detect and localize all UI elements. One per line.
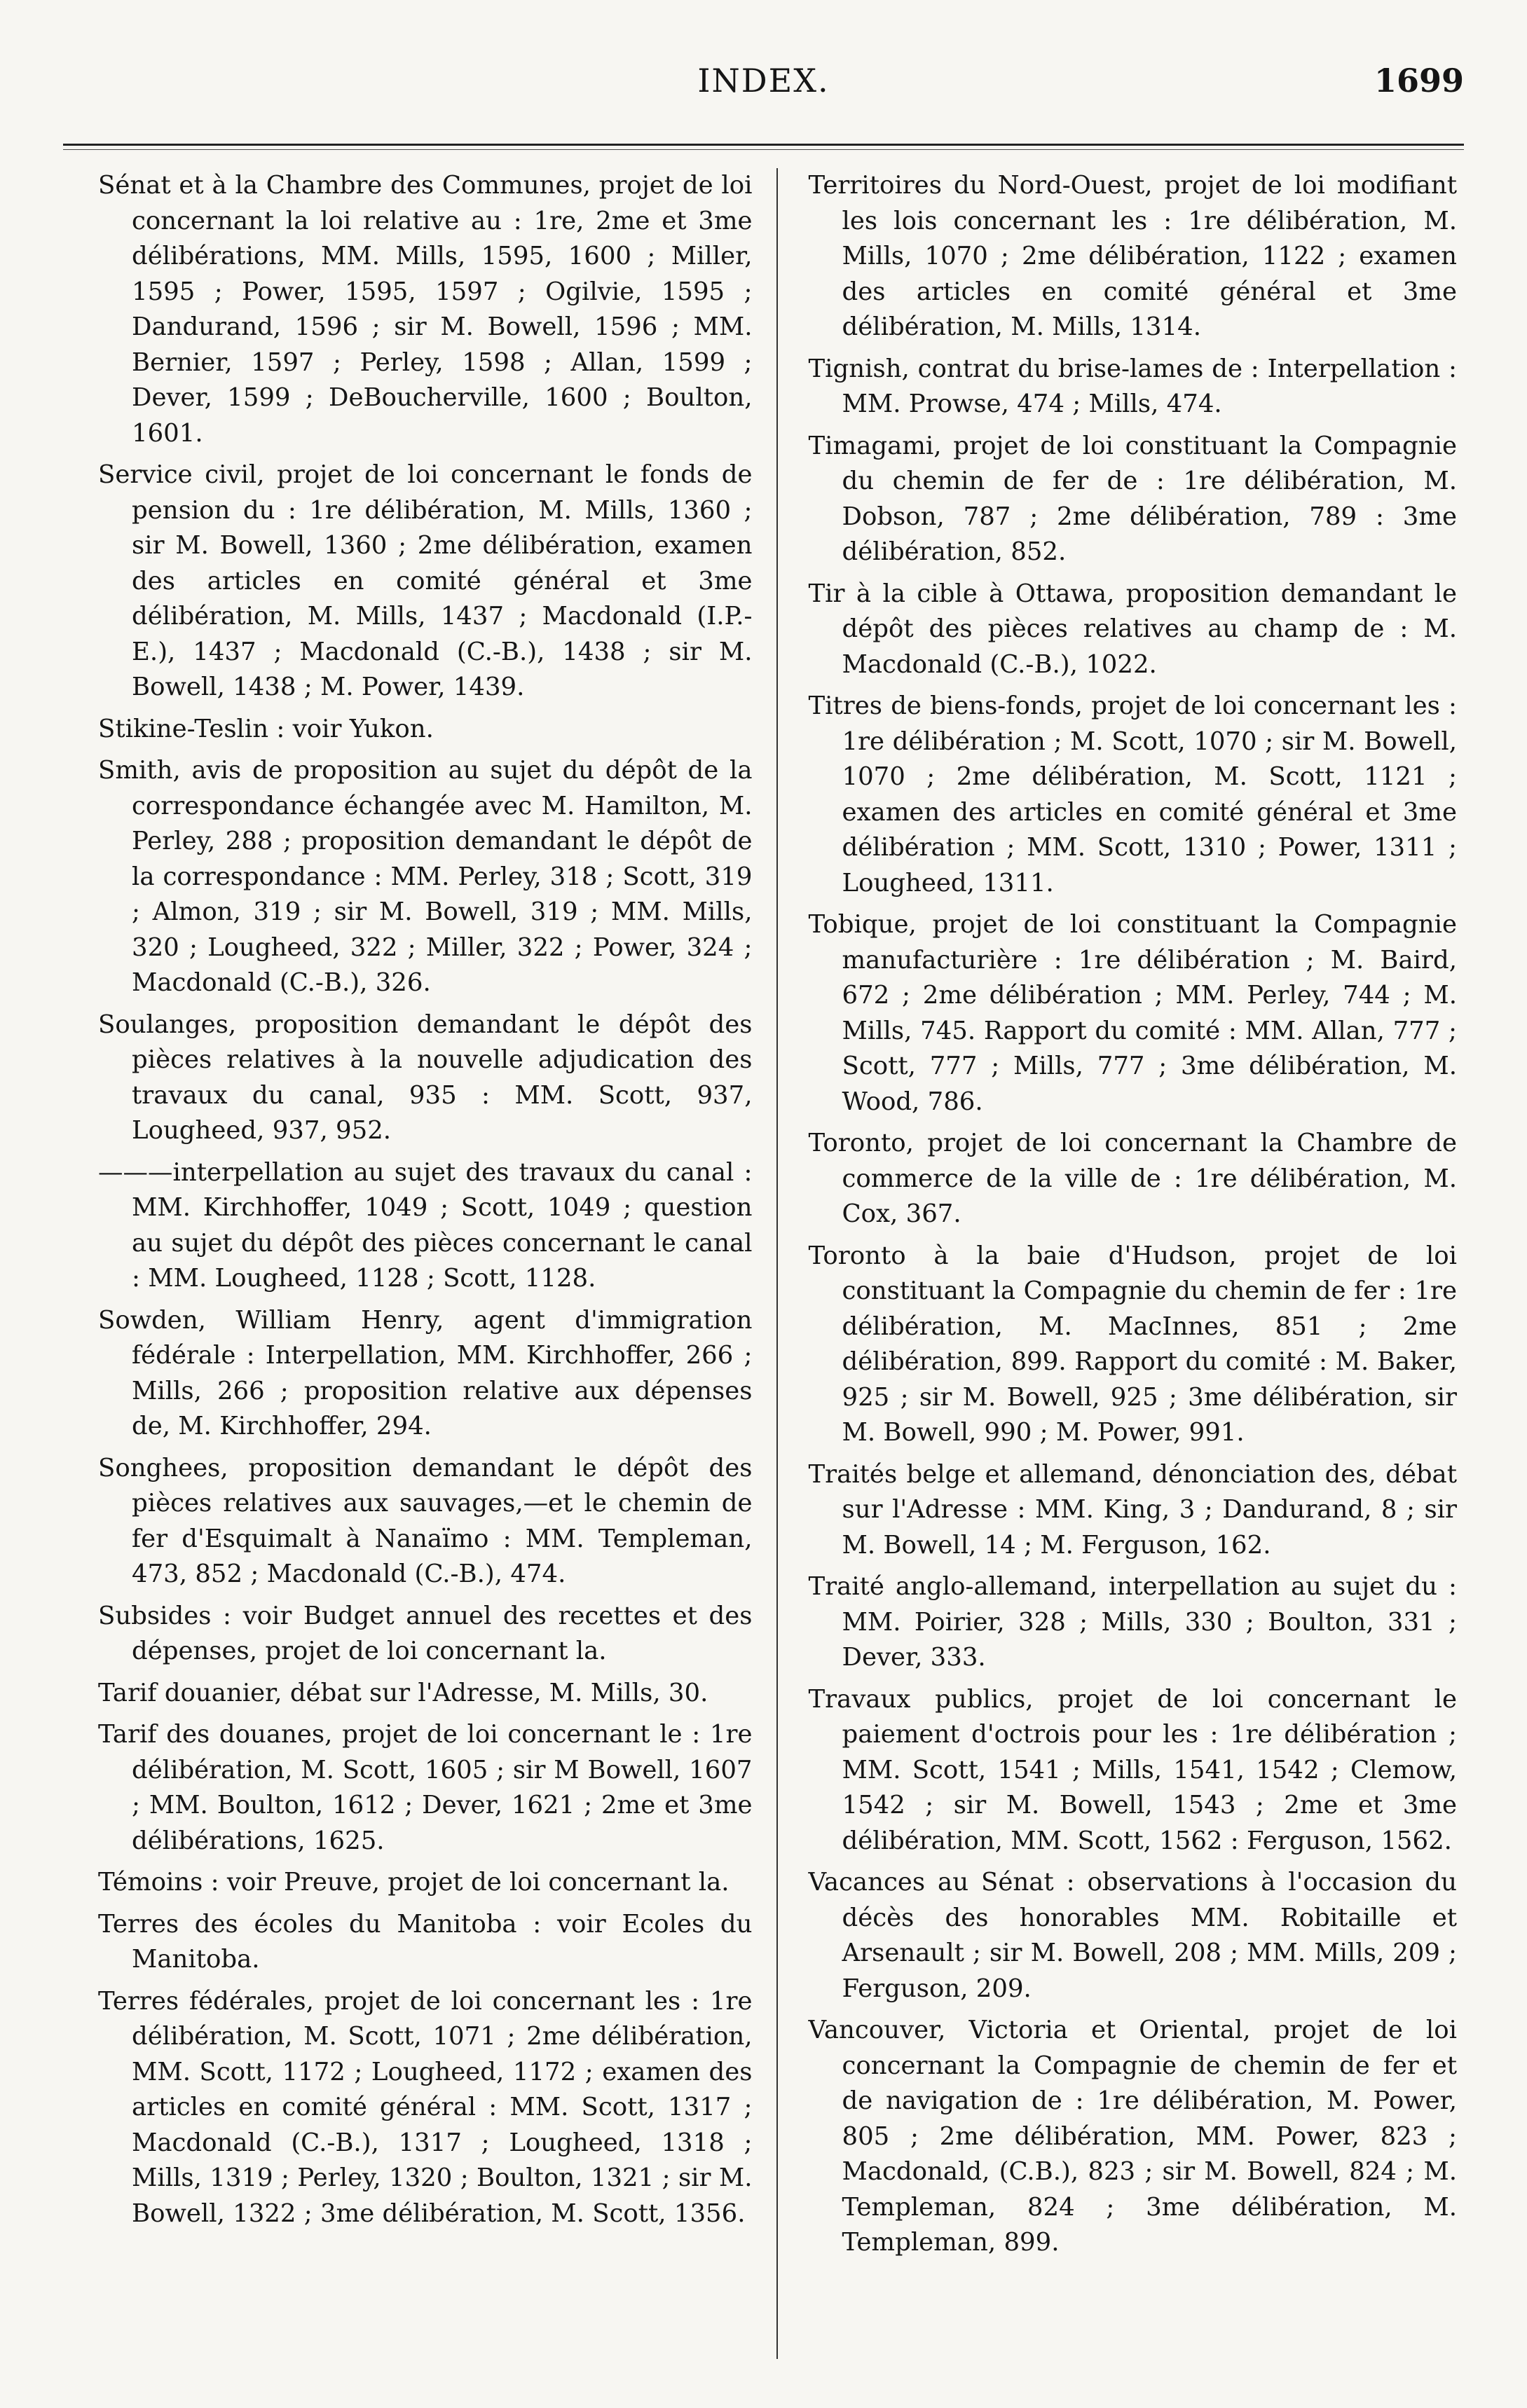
index-entry: Tarif des douanes, projet de loi concernant le : 1re délibération, M. Scott, 1605 ; sir M Bowell, 1607 ; MM. Boulton, 1612 ; Dever, 1621 ; 2me et 3me délibérations, 1625. (98, 1720, 753, 1855)
index-entry: Travaux publics, projet de loi concernant le paiement d'octrois pour les : 1re délibération ; MM. Scott, 1541 ; Mills, 1541, 1542 ; Clemow, 1542 ; sir M. Bowell, 1543 ; 2me et 3me délibération, MM. Scott, 1562 : Ferguson, 1562. (808, 1684, 1457, 1855)
index-entry: Sowden, William Henry, agent d'immigration fédérale : Interpellation, MM. Kirchhoffer, 266 ; Mills, 266 ; proposition relative aux dépenses de, M. Kirchhoffer, 294. (98, 1305, 753, 1440)
index-entry: Vacances au Sénat : observations à l'occasion du décès des honorables MM. Robitaille et Arsenault ; sir M. Bowell, 208 ; MM. Mills, 209 ; Ferguson, 209. (808, 1868, 1457, 2003)
index-columns (98, 168, 1457, 2359)
running-title: INDEX. (697, 62, 830, 99)
index-entry: Terres fédérales, projet de loi concernant les : 1re délibération, M. Scott, 1071 ; 2me délibération, MM. Scott, 1172 ; Lougheed, 1172 ; examen des articles en comité général : MM. Scott, 1317 ; Macdonald (C.-B.), 1317 ; Lougheed, 1318 ; Mills, 1319 ; Perley, 1320 ; Boulton, 1321 ; sir M. Bowell, 1322 ; 3me délibération, M. Scott, 1356. (98, 1986, 753, 2228)
running-head (63, 62, 1464, 118)
index-entry: Témoins : voir Preuve, projet de loi concernant la. (98, 1868, 730, 1897)
index-entry: Vancouver, Victoria et Oriental, projet de loi concernant la Compagnie de chemin de fer et de navigation de : 1re délibération, M. Power, 805 ; 2me délibération, MM. Power, 823 ; Macdonald, (C.B.), 823 ; sir M. Bowell, 824 ; M. Templeman, 824 ; 3me délibération, M. Templeman, 899. (808, 2016, 1457, 2257)
index-entry: Tignish, contrat du brise-lames de : Interpellation : MM. Prowse, 474 ; Mills, 474. (808, 354, 1457, 418)
index-entry: Service civil, projet de loi concernant le fonds de pension du : 1re délibération, M. Mills, 1360 ; sir M. Bowell, 1360 ; 2me délibération, examen des articles en comité général et 3me délibération, M. Mills, 1437 ; Macdonald (I.P.-E.), 1437 ; Macdonald (C.-B.), 1438 ; sir M. Bowell, 1438 ; M. Power, 1439. (98, 460, 753, 701)
header-rule (63, 144, 1464, 150)
index-entry: ———interpellation au sujet des travaux du canal : MM. Kirchhoffer, 1049 ; Scott, 1049 ; question au sujet du dépôt des pièces concernant le canal : MM. Lougheed, 1128 ; Scott, 1128. (98, 1157, 753, 1293)
index-entry: Timagami, projet de loi constituant la Compagnie du chemin de fer de : 1re délibération, M. Dobson, 787 ; 2me délibération, 789 : 3me délibération, 852. (808, 431, 1457, 566)
index-entry: Subsides : voir Budget annuel des recettes et des dépenses, projet de loi concernant la. (98, 1601, 753, 1665)
index-entry: Traités belge et allemand, dénonciation des, débat sur l'Adresse : MM. King, 3 ; Dandurand, 8 ; sir M. Bowell, 14 ; M. Ferguson, 162. (808, 1459, 1457, 1560)
index-entry: Tobique, projet de loi constituant la Compagnie manufacturière : 1re délibération ; M. Baird, 672 ; 2me délibération ; MM. Perley, 744 ; M. Mills, 745. Rapport du comité : MM. Allan, 777 ; Scott, 777 ; Mills, 777 ; 3me délibération, M. Wood, 786. (808, 910, 1457, 1116)
index-entry: Sénat et à la Chambre des Communes, projet de loi concernant la loi relative au : 1re, 2me et 3me délibérations, MM. Mills, 1595, 1600 ; Miller, 1595 ; Power, 1595, 1597 ; Ogilvie, 1595 ; Dandurand, 1596 ; sir M. Bowell, 1596 ; MM. Bernier, 1597 ; Perley, 1598 ; Allan, 1599 ; Dever, 1599 ; DeBoucherville, 1600 ; Boulton, 1601. (98, 171, 753, 448)
index-entry: Stikine-Teslin : voir Yukon. (98, 714, 434, 743)
index-entry: Songhees, proposition demandant le dépôt des pièces relatives aux sauvages,—et le chemin de fer d'Esquimalt à Nanaïmo : MM. Templeman, 473, 852 ; Macdonald (C.-B.), 474. (98, 1453, 753, 1588)
right-column (778, 168, 1458, 2359)
index-entry: Toronto, projet de loi concernant la Chambre de commerce de la ville de : 1re délibération, M. Cox, 367. (808, 1129, 1457, 1228)
index-entry: Toronto à la baie d'Hudson, projet de loi constituant la Compagnie du chemin de fer : 1re délibération, M. MacInnes, 851 ; 2me délibération, 899. Rapport du comité : M. Baker, 925 ; sir M. Bowell, 925 ; 3me délibération, sir M. Bowell, 990 ; M. Power, 991. (808, 1241, 1457, 1447)
index-entry: Smith, avis de proposition au sujet du dépôt de la correspondance échangée avec M. Hamilton, M. Perley, 288 ; proposition demandant le dépôt de la correspondance : MM. Perley, 318 ; Scott, 319 ; Almon, 319 ; sir M. Bowell, 319 ; MM. Mills, 320 ; Lougheed, 322 ; Miller, 322 ; Power, 324 ; Macdonald (C.-B.), 326. (98, 756, 753, 997)
index-entry: Tir à la cible à Ottawa, proposition demandant le dépôt des pièces relatives au champ de : M. Macdonald (C.-B.), 1022. (808, 579, 1457, 679)
page-number: 1699 (1374, 62, 1464, 99)
index-entry: Territoires du Nord-Ouest, projet de loi modifiant les lois concernant les : 1re délibération, M. Mills, 1070 ; 2me délibération, 1122 ; examen des articles en comité général et 3me délibération, M. Mills, 1314. (808, 171, 1457, 341)
index-entry: Terres des écoles du Manitoba : voir Ecoles du Manitoba. (98, 1909, 753, 1974)
index-entry: Titres de biens-fonds, projet de loi concernant les : 1re délibération ; M. Scott, 1070 ; sir M. Bowell, 1070 ; 2me délibération, M. Scott, 1121 ; examen des articles en comité général et 3me délibération ; MM. Scott, 1310 ; Power, 1311 ; Lougheed, 1311. (808, 692, 1457, 897)
index-entry: Soulanges, proposition demandant le dépôt des pièces relatives à la nouvelle adjudication des travaux du canal, 935 : MM. Scott, 937, Lougheed, 937, 952. (98, 1010, 753, 1145)
index-entry: Tarif douanier, débat sur l'Adresse, M. Mills, 30. (98, 1678, 708, 1707)
index-entry: Traité anglo-allemand, interpellation au sujet du : MM. Poirier, 328 ; Mills, 330 ; Boulton, 331 ; Dever, 333. (808, 1572, 1457, 1672)
left-column (98, 168, 778, 2359)
